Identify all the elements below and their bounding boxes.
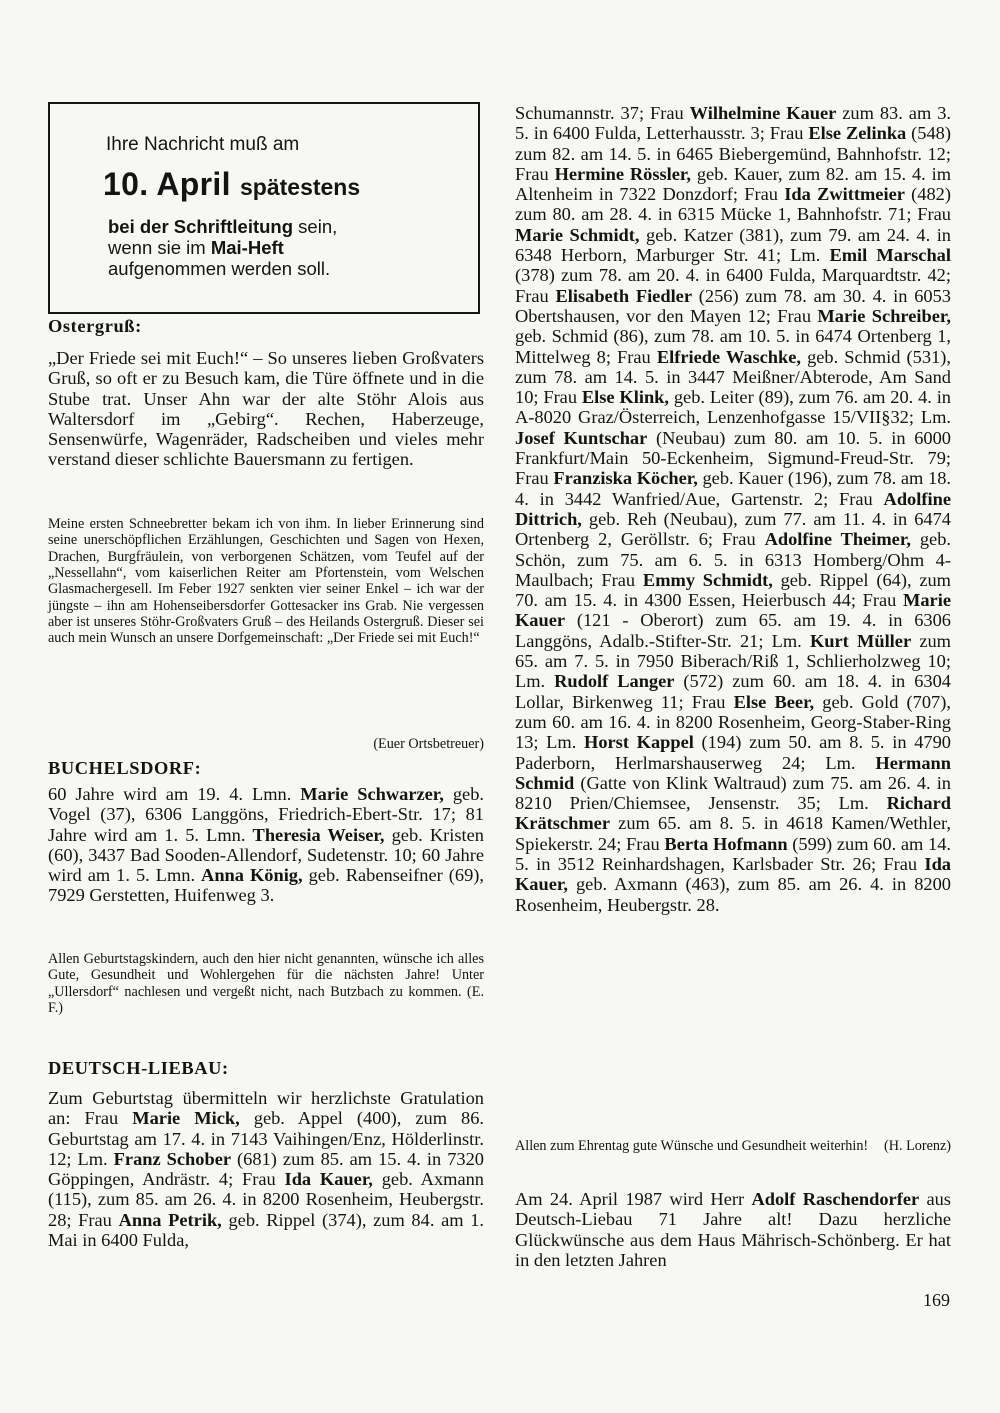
text: geb. Appel (400), zum 86. Geburtstag am 17. 4. in 7143 Vaihingen/Enz, Hölderlinstr. 12; Lm.: [48, 1108, 485, 1169]
person-name: Else Zelinka: [808, 123, 907, 144]
text: (572) zum 60. am 18. 4. in 6304 Lollar, Birkenweg 11; Frau: [515, 671, 951, 712]
ostergruss-signature: (Euer Ortsbetreuer): [373, 736, 484, 752]
text: geb. Leiter (89), zum 76. am 20. 4. in A-8020 Graz/Österreich, Lenzenhofgasse 15/VII§32; Lm.: [515, 387, 952, 428]
wishes-signature: (H. Lorenz): [884, 1138, 951, 1154]
text: geb. Rabenseifner (69), 7929 Gerstetten, Huifenweg 3.: [48, 865, 484, 906]
text: (194) zum 50. am 8. 5. in 4790 Paderborn, Herlmarshauserweg 24; Lm.: [515, 732, 951, 773]
person-name: Richard Krätschmer: [515, 793, 951, 834]
text: geb. Gold (707), zum 60. am 16. 4. in 8200 Rosenheim, Georg-Staber-Ring 13; Lm.: [515, 691, 951, 753]
person-name: Marie Kauer: [515, 590, 951, 631]
person-name: Ida Zwittmeier: [784, 184, 905, 205]
text: Zum Geburtstag übermitteln wir herzlichste Gratulation an: Frau: [48, 1088, 484, 1129]
ostergruss-paragraph: „Der Friede sei mit Euch!“ – So unseres lieben Großvaters Gruß, so oft er zu Besuch kam, die Türe öffnete und in die Stube trat. Unser Ahn war der alte Stöhr Alois aus Waltersdorf im „Gebirg“. Rechen, Haberzeuge, Sensenwürfe, Wagenräder, Radscheiben und vieles mehr verstand dieser schlichte Bauersmann zu fertigen.: [48, 348, 484, 470]
person-name: Hermann Schmid: [515, 752, 951, 793]
notice-line-1: Ihre Nachricht muß am: [106, 134, 300, 155]
text: zum 83. am 3. 5. in 6400 Fulda, Letterhausstr. 3; Frau: [515, 103, 951, 144]
text: zum 65. am 8. 5. in 4618 Kamen/Wethler, Spiekerstr. 24; Frau: [515, 813, 951, 854]
notice-date: 10. April: [103, 166, 231, 202]
person-name: Emmy Schmidt,: [642, 569, 773, 590]
person-name: Adolfine Theimer,: [764, 529, 911, 550]
ostergruss-heading: Ostergruß:: [48, 316, 142, 336]
buchelsdorf-paragraph: [48, 784, 484, 906]
text: zum 65. am 7. 5. in 7950 Biberach/Riß 1, Schlierholzweg 10; Lm.: [515, 630, 951, 692]
text: geb. Vogel (37), 6306 Langgöns, Friedrich-Ebert-Str. 17; 81 Jahre wird am 1. 5. Lmn.: [48, 784, 485, 845]
person-name: Horst Kappel: [584, 732, 694, 753]
person-name: Hermine Rössler,: [554, 163, 691, 184]
deutsch-liebau-paragraph: [48, 1088, 484, 1250]
notice-text: aufgenommen werden soll.: [108, 258, 331, 279]
text: geb. Kauer, zum 82. am 15. 4. im Altenheim in 7322 Donzdorf; Frau: [515, 163, 951, 205]
notice-instructions: [108, 216, 337, 279]
person-name: Anna Petrik,: [118, 1209, 222, 1230]
person-name: Adolf Raschendorfer: [751, 1189, 920, 1209]
person-name: Anna König,: [201, 865, 303, 886]
person-name: Elisabeth Fiedler: [555, 285, 693, 306]
person-name: Else Beer,: [733, 691, 815, 712]
person-name: Adolfine Dittrich,: [515, 488, 951, 529]
wishes-text: Allen zum Ehrentag gute Wünsche und Gesundheit weiterhin!: [515, 1138, 869, 1154]
text: (256) zum 78. am 30. 4. in 6053 Obertshausen, vor den Mayen 12; Frau: [515, 285, 951, 326]
text: (378) zum 78. am 20. 4. in 6400 Fulda, Marquardtstr. 42; Frau: [515, 265, 951, 306]
buchelsdorf-heading: BUCHELSDORF:: [48, 758, 202, 778]
page-number: 169: [923, 1290, 950, 1310]
person-name: Ida Kauer,: [515, 853, 951, 895]
raschendorfer-paragraph: [515, 1189, 951, 1270]
person-name: Rudolf Langer: [554, 671, 675, 692]
person-name: Josef Kuntschar: [515, 427, 648, 448]
text: geb. Schmid (86), zum 78. am 10. 5. in 6474 Ortenberg 1, Mittelweg 8; Frau: [515, 326, 951, 367]
person-name: Berta Hofmann: [664, 833, 788, 854]
text: geb. Axmann (463), zum 85. am 26. 4. in 8200 Rosenheim, Heubergstr. 28.: [515, 874, 951, 915]
ostergruss-small-paragraph: Meine ersten Schneebretter bekam ich von ihm. In lieber Erinnerung sind seine unerschöpflichen Erzählungen, Geschichten und Sagen von Hexen, Drachen, Burgfräulein, von verborgenen Schätzen, vom Teufel auf der „Nessellahn“, vom kaiserlichen Reiter am Pfortenstein, vom Welschen Glasmachergesell. Im Feber 1927 senkten vier seiner Enkel – ich war der jüngste – ihn am Hohenseibersdorfer Gottesacker ins Grab. Nie vergessen aber ist unseres Stöhr-Großvaters Gruß – des Heilands Ostergruß. Dieser sei auch mein Wunsch an unsere Dorfgemeinschaft: „Der Friede sei mit Euch!“: [48, 516, 484, 647]
text: geb. Schmid (531), zum 78. am 14. 5. in 3447 Meißner/Abterode, Am Sand 10; Frau: [515, 346, 951, 408]
person-name: Else Klink,: [581, 387, 669, 408]
text: (681) zum 85. am 15. 4. in 7320 Göppingen, Andrästr. 4; Frau: [48, 1148, 484, 1190]
text: (Neubau) zum 80. am 10. 5. in 6000 Frankfurt/Main 50-Eckenheim, Sigmund-Freud-Str. 79; Frau: [515, 427, 951, 489]
person-name: Elfriede Waschke,: [656, 346, 801, 367]
notice-issue: Mai-Heft: [210, 237, 284, 258]
notice-deadline: [103, 166, 360, 203]
person-name: Marie Mick,: [132, 1108, 240, 1129]
person-name: Kurt Müller: [809, 630, 912, 651]
text: (548) zum 82. am 14. 5. in 6465 Biebergemünd, Bahnhofstr. 12; Frau: [515, 123, 951, 184]
person-name: Ida Kauer,: [284, 1169, 373, 1190]
text: (121 - Oberort) zum 65. am 19. 4. in 6306 Langgöns, Adalb.-Stifter-Str. 21; Lm.: [515, 610, 951, 651]
person-name: Theresia Weiser,: [252, 824, 385, 845]
person-name: Marie Schreiber,: [817, 305, 951, 326]
text: (Gatte von Klink Waltraud) zum 75. am 26. 4. in 8210 Prien/Chiemsee, Jensenstr. 35; Lm.: [515, 772, 951, 814]
text: geb. Rippel (64), zum 70. am 15. 4. in 4300 Essen, Heierbusch 44; Frau: [515, 569, 951, 611]
person-name: Franz Schober: [113, 1148, 232, 1169]
text: (482) zum 80. am 28. 4. in 6315 Mücke 1, Bahnhofstr. 71; Frau: [515, 184, 951, 225]
person-name: Marie Schmidt,: [515, 224, 640, 245]
birthday-list-paragraph: [515, 103, 951, 915]
text: geb. Kauer (196), zum 78. am 18. 4. in 3442 Wanfried/Aue, Gartenstr. 2; Frau: [515, 468, 951, 509]
text: geb. Rippel (374), zum 84. am 1. Mai in 6400 Fulda,: [48, 1209, 485, 1251]
deutsch-liebau-heading: DEUTSCH-LIEBAU:: [48, 1058, 229, 1078]
text: aus Deutsch-Liebau 71 Jahre alt! Dazu herzliche Glückwünsche aus dem Haus Mährisch-Schönberg. Er hat in den letzten Jahren: [515, 1189, 951, 1270]
wishes-block: [515, 1138, 951, 1154]
person-name: Wilhelmine Kauer: [689, 103, 837, 123]
notice-text: sein,: [293, 216, 338, 237]
person-name: Marie Schwarzer,: [300, 784, 444, 804]
text: geb. Katzer (381), zum 79. am 24. 4. in 6348 Herborn, Marburger Str. 41; Lm.: [515, 224, 951, 266]
notice-latest: spätestens: [239, 174, 361, 200]
text: geb. Axmann (115), zum 85. am 26. 4. in 8200 Rosenheim, Heubergstr. 28; Frau: [48, 1169, 484, 1230]
person-name: Franziska Köcher,: [553, 468, 698, 489]
text: geb. Kristen (60), 3437 Bad Sooden-Allendorf, Sudetenstr. 10; 60 Jahre wird am 1. 5. Lmn.: [48, 824, 484, 886]
person-name: Emil Marschal: [829, 245, 951, 266]
text: geb. Reh (Neubau), zum 77. am 11. 4. in 6474 Ortenberg 2, Geröllstr. 6; Frau: [515, 508, 951, 550]
text: (599) zum 60. am 14. 5. in 3512 Reinhardshagen, Karlsbader Str. 26; Frau: [515, 833, 951, 874]
deadline-notice-box: [48, 102, 480, 314]
notice-text: wenn sie im: [108, 237, 211, 258]
notice-editorial: bei der Schriftleitung: [108, 216, 294, 237]
text: geb. Schön, zum 75. am 6. 5. in 6313 Homberg/Ohm 4-Maulbach; Frau: [515, 529, 951, 590]
buchelsdorf-small-paragraph: Allen Geburtstagskindern, auch den hier nicht genannten, wünsche ich alles Gute, Gesundheit und Wohlergehen für die nächsten Jahre! Unter „Ullersdorf“ nachlesen und vergeßt nicht, nach Butzbach zu kommen. (E. F.): [48, 951, 484, 1017]
text: 60 Jahre wird am 19. 4. Lmn.: [48, 784, 301, 804]
text: Schumannstr. 37; Frau: [515, 103, 690, 123]
text: Am 24. April 1987 wird Herr: [515, 1189, 752, 1209]
